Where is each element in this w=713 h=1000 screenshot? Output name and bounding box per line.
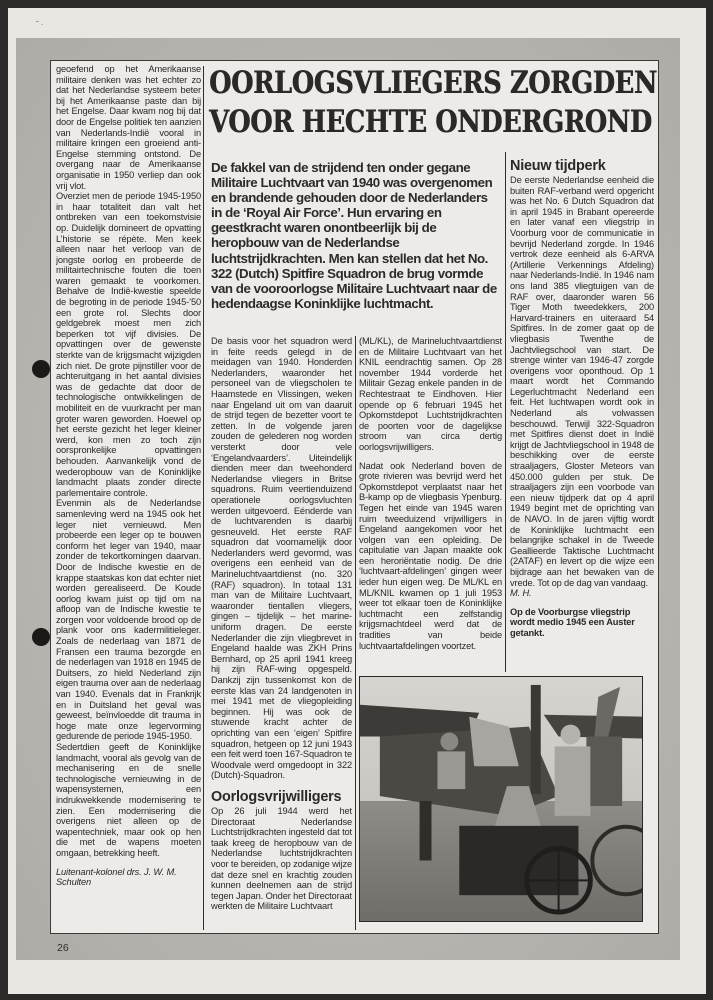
subhead-nieuw-tijdperk: Nieuw tijdperk <box>510 158 606 174</box>
fuel-pump-column <box>531 685 541 794</box>
left-column <box>56 64 201 930</box>
column-divider-right <box>505 152 506 672</box>
middle-column-2 <box>359 336 502 670</box>
headline-line-1: OORLOGSVLIEGERS ZORGDEN <box>209 65 657 101</box>
mid2-paragraph-2: Nadat ook Nederland boven de grote rivieren was bevrijd werd het Opkomstdepot verplaatst naar het B-kamp op de vliegbasis Ypenburg. Tegen het einde van 1945 waren ruim tweeduizend vrijwilligers in Engeland aangekomen voor het volgen van een opleiding. De capitulatie van Japan maakte ook een heroriëntatie nodig. De drie ‘luchtvaart-afdelingen’ gingen weer ieder hun eigen weg. De ML/KL en ML/KNIL kwamen op 1 juli 1953 weer tot elkaar toen de Koninklijke luchtmacht een zelfstandig krijgsmachtdeel werd dat de tradities van beide luchtvaartafdelingen voortzet. <box>359 460 502 651</box>
punch-hole-bottom <box>32 628 50 646</box>
middle-column-1 <box>211 336 352 930</box>
punch-hole-top <box>32 360 50 378</box>
plane-wing-right <box>544 715 642 739</box>
right-column <box>510 158 654 672</box>
article-lead: De fakkel van de strijdend ten onder gegane Militaire Luchtvaart van 1940 was overgenomen en brandende gehouden door de Nederlanders in de ‘Royal Air Force’. Hun ervaring en geestkracht waren onontbeerlijk bij de heropbouw van de Nederlandse luchtstrijdkrachten. Men kan stellen dat het No. 322 (Dutch) Spitfire Squadron de brug vormde van de vooroorlogse Militaire Luchtvaart naar de hedendaagse Koninklijke luchtmacht. <box>211 160 497 311</box>
left-paragraph-4: Sedertdien geeft de Koninklijke landmacht, vooral als gevolg van de mechanisering en de snelle technologische vernieuwing in de wapensystemen, een indrukwekkende modernisering te zien. Een modernisering die overigens niet alleen op de wapentechniek, maar ook op hen die met de wapens moeten omgaan, betrekking heeft. <box>56 742 201 858</box>
right-paragraph-1: De eerste Nederlandse eenheid die buiten RAF-verband werd opgericht was het No. 6 Dutch Squadron dat in april 1945 in Brabant opereerde en later vanaf een vliegstrip in Voorburg voor de communicatie in bevrijd Nederland zorgde. In 1946 vertrok deze eenheid als 6-ARVA (Artillerie Verkennings Afdeling) naar Nederlands-Indië. In 1946 nam ons land 385 vliegtuigen van de RAF over, daaronder waren 56 Tiger Moth tweedekkers, 200 Harvard-trainers en uiteraard 54 Spitfires. In de zomer gaat op de vliegbasis Twenthe de Jachtvliegschool van start. De strenge winter van 1946-47 zorgde overigens voor oponthoud. Op 1 maart wordt het Commando Legerluchtmacht Nederland een feit. Het luchtwapen wordt ook in Nederland als volwassen beschouwd. Terwijl 322-Squadron met Spitfires dienst doet in Indië krijgt de Jachtvliegschool in 1948 de beschikking over de eerste straaljagers, Gloster Meteors van 450.000 gulden per stuk. De straaljagers zijn een voorbode van een nieuw tijdperk dat op 4 april 1949 begint met de oprichting van de NAVO. In de jaren vijftig wordt de Koninklijke luchtmacht een belangrijke schakel in de Tweede Geallieerde Taktische Luchtmacht (2ATAF) en levert op die wijze een bijdrage aan het bewaken van de vrede. Tot op de dag van vandaag. <box>510 175 654 588</box>
scan-speck: ˜ · <box>36 20 44 29</box>
left-paragraph-1: geoefend op het Amerikaanse militaire denken was het echter zo dat het Nederlandse systeem beter bij het Amerikaanse paste dan bij het Engelse. Daar kwam nog bij dat door de Engelse politiek ten aanzien van Nederlands-Indië vooral in militaire kringen een groeiend anti-Engelse stemming ontstond. De overgang naar de Amerikaanse organisatie in 1950 verliep dan ook vrij vlot. <box>56 64 201 191</box>
author-line-1: Luitenant-kolonel drs. J. W. M. <box>56 866 177 877</box>
page-number: 26 <box>57 942 69 954</box>
photo-illustration <box>360 677 642 921</box>
person-left-head <box>440 733 458 751</box>
mid1-paragraph-2: Op 26 juli 1944 werd het Directoraat Nederlandse Luchtstrijdkrachten ingesteld dat tot taak kreeg de heropbouw van de Nederlandse luchtstrijdkrachten voor te bereiden, op zodanige wijze dat deze snel en krachtig zouden kunnen deelnemen aan de strijd tegen Japan. Onder het Directoraat werkten de Militaire Luchtvaart <box>211 805 352 912</box>
article-headline <box>209 64 657 142</box>
subhead-oorlogsvrijwilligers: Oorlogsvrijwilligers <box>211 788 342 805</box>
column-divider-left <box>203 66 204 930</box>
right-signature: M. H. <box>510 588 532 599</box>
author-line-2: Schulten <box>56 877 91 888</box>
left-paragraph-2: Overziet men de periode 1945-1950 in haar totaliteit dan valt het ontbreken van een toekomstvisie op. Duidelijk domineert de opvatting L’historie se répète. Men keek alleen naar het verloop van de jongste oorlog en probeerde de militairtechnische fouten die toen waren gemaakt te voorkomen. Behalve de Indië-kwestie speelde de begroting in de periode 1945-’50 een grote rol. Slechts door geldgebrek moest men zich beperken tot vijf divisies. De opvattingen over de gewenste sterkte van de krijgsmacht wijzigden zich niet. De grote pijnstiller voor de achteruitgang in het aantal divisies was de gedachte dat door de technologische ontwikkelingen de mobiliteit en de vuurkracht per man groter waren geworden. Hoewel op het eerste gezicht het leger kleiner werd, kon men zo toch zijn oorspronkelijke opvattingen behouden. Aanvankelijk vond de wederopbouw van de Koninklijke landmacht plaats zonder directe parlementaire controle. <box>56 191 201 498</box>
plane-landing-gear <box>420 801 432 861</box>
plane-engine <box>586 737 622 806</box>
column-divider-middle <box>355 336 356 930</box>
person-right-head <box>561 725 581 745</box>
left-paragraph-3: Evenmin als de Nederlandse samenleving werd na 1945 ook het leger niet vernieuwd. Men probeerde een leger op te bouwen conform het leger van 1940, maar zonder de tekortkomingen daarvan. Door de Indische kwestie en de krappe staatskas kon dat echter niet worden gerealiseerd. De Koude oorlog kwam juist op tijd om na afloop van de Indische kwestie te zorgen voor voldoende brood op de plank voor ons kadermilitieleger. Zoals de nederlaag van 1871 de Fransen een trauma bezorgde en de nederlagen van 1918 en 1945 de Duitsers, zo hield Nederland zijn eigen trauma over aan de nederlaag van 1940. Evenals dat in Frankrijk en in Duitsland het geval was geweest, beïnvloedde dit trauma in hoge mate onze legervorming gedurende de periode 1945-1950. <box>56 498 201 742</box>
mid2-paragraph-1: (ML/KL), de Marineluchtvaartdienst en de Militaire Luchtvaart van het KNIL eendrachtig samen. Op 28 november 1944 vorderde het Militair Gezag enkele panden in de Rechtestraat te Eindhoven. Hier opende op 6 februari 1945 het Opkomstdepot Luchtstrijdkrachten de poorten voor de dagelijkse stroom van circa dertig oorlogsvrijwilligers. <box>359 336 502 452</box>
photo-auster-refuelling <box>359 676 643 922</box>
person-left-body <box>437 751 465 789</box>
left-author-signature <box>56 867 201 888</box>
fuel-cart <box>459 826 578 895</box>
headline-line-2: VOOR HECHTE ONDERGROND <box>209 104 652 140</box>
mid1-paragraph-1: De basis voor het squadron werd in feite reeds gelegd in de meidagen van 1940. Honderden Nederlanders, waaronder het personeel van de vliegscholen te Haamstede en Vlissingen, weken naar Engeland uit om van daaruit de strijd tegen de bezetter voort te zetten. In de volgende jaren zouden de gelederen nog worden versterkt door vele ‘Engelandvaarders’. Uiteindelijk dienden meer dan tweehonderd Nederlandse vliegers in Britse squadrons. Ruim veertienduizend operationele oorlogsvluchten werden uitgevoerd. Eénderde van de luchtvarenden is daarbij gesneuveld. Het eerste RAF squadron dat voornamelijk door Nederlanders werd gevormd, was overigens een eenheid van de Marineluchtvaartdienst (no. 320 (RAF) squadron). In totaal 131 man van de Militaire Luchtvaart, waaronder tientallen vliegers, gingen – tijdelijk – het marine-uniform dragen. De eerste Nederlander die zijn vliegbrevet in Engeland haalde was ZKH Prins Bernhard, op 25 april 1941 kreeg hij zijn RAF-wing opgespeld. Dankzij zijn tussenkomst kon de eerste klas van 24 landgenoten in mei 1941 met de vliegopleiding beginnen. Hij was ook de stuwende kracht achter de oprichting van een ‘eigen’ Spitfire squadron, hetgeen op 12 juni 1943 een feit werd toen 167-Squadron te Woodvale werd omgedoopt in 322 (Dutch)-Squadron. <box>211 336 352 781</box>
person-right-body <box>555 746 591 815</box>
photo-caption: Op de Voorburgse vliegstrip wordt medio 1945 een Auster getankt. <box>510 606 635 638</box>
